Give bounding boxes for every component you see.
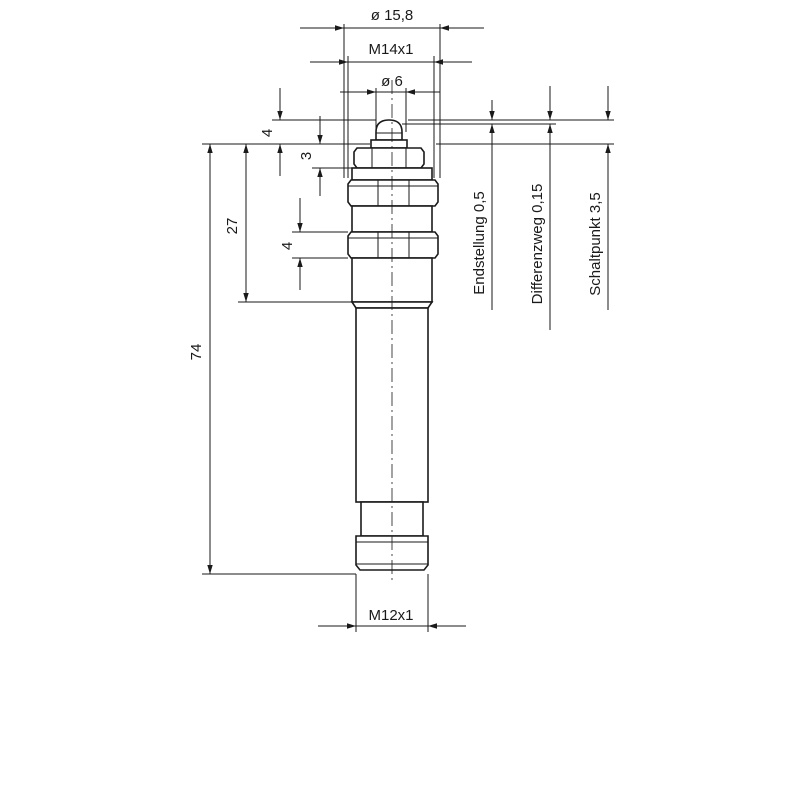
dimension-m12x1 — [318, 574, 466, 632]
label-nut-height-4: 4 — [279, 241, 296, 251]
label-endstellung: Endstellung 0,5 — [471, 191, 488, 295]
label-dia-15-8: ø 15,8 — [370, 7, 414, 24]
hex-nut-upper — [348, 180, 438, 206]
top-nut — [354, 148, 424, 168]
plunger-neck — [371, 140, 407, 148]
dimension-length-27 — [224, 144, 246, 302]
dimension-height-3 — [298, 116, 320, 196]
label-schaltpunkt: Schaltpunkt 3,5 — [587, 192, 604, 296]
hex-nut-lower — [348, 232, 438, 258]
sensor-body — [348, 80, 438, 580]
annotation-differenzweg — [529, 86, 550, 330]
label-m14x1: M14x1 — [368, 41, 414, 58]
label-height-3: 3 — [298, 151, 315, 161]
dimension-height-4-top — [259, 88, 280, 176]
label-m12x1: M12x1 — [368, 607, 414, 624]
label-length-27: 27 — [224, 217, 241, 235]
label-height-4-top: 4 — [259, 128, 276, 138]
label-length-74: 74 — [188, 343, 205, 361]
dimension-nut-height-4 — [279, 198, 300, 290]
label-dia-6: ø 6 — [381, 73, 403, 90]
annotation-endstellung — [471, 100, 492, 310]
dimension-length-74 — [188, 144, 210, 574]
label-differenzweg: Differenzweg 0,15 — [529, 183, 546, 305]
plunger-tip — [376, 120, 402, 140]
